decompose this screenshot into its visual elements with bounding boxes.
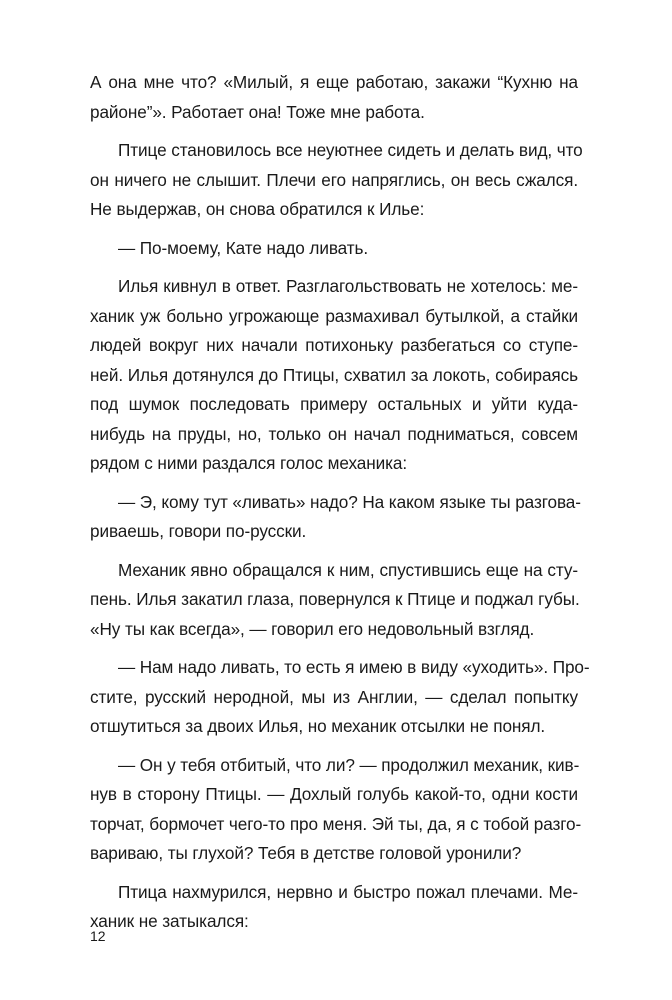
text-line: пень. Илья закатил глаза, повернулся к Птице и поджал губы. [90, 589, 580, 609]
text-line: нибудь на пруды, но, только он начал подниматься, совсем [90, 423, 578, 444]
text-line: ханик уж больно угрожающе размахивал бутылкой, а стайки [90, 305, 578, 326]
paragraph-3 [90, 234, 578, 264]
text-line: отшутиться за двоих Илья, но механик отсылки не понял. [90, 716, 546, 736]
paragraph-1 [90, 68, 578, 127]
page-text [90, 68, 590, 937]
paragraph-8 [90, 751, 582, 869]
paragraph-4 [90, 272, 578, 479]
text-line: под шумок последовать примеру остальных и уйти куда- [90, 394, 578, 414]
text-line: ханик не затыкался: [90, 911, 249, 931]
text-line: торчат, бормочет чего-то про меня. Эй ты, да, я с тобой разго- [90, 813, 582, 834]
paragraph-2 [90, 136, 583, 225]
text-line: ней. Илья дотянулся до Птицы, схватил за локоть, собираясь [90, 364, 578, 385]
text-line: риваешь, говори по-русски. [90, 521, 307, 541]
text-line: Птица нахмурился, нервно и быстро пожал плечами. Ме- [118, 881, 578, 902]
text-line: — Он у тебя отбитый, что ли? — продолжил механик, кив- [118, 754, 580, 775]
text-line: нув в сторону Птицы. — Дохлый голубь какой-то, одни кости [90, 784, 578, 804]
text-line: Птице становилось все неуютнее сидеть и делать вид, что [118, 140, 583, 160]
text-line: А она мне что? «Милый, я еще работаю, закажи “Кухню на [90, 72, 578, 92]
text-line: — Нам надо ливать, то есть я имею в виду «уходить». Про- [118, 657, 590, 677]
text-line: рядом с ними раздался голос механика: [90, 453, 408, 473]
paragraph-7 [90, 653, 590, 742]
text-line: — По-моему, Кате надо ливать. [118, 237, 369, 258]
page-number: 12 [90, 928, 106, 944]
text-line: стите, русский неродной, мы из Англии, — сделал попытку [90, 686, 578, 707]
paragraph-5 [90, 488, 581, 547]
text-line: Илья кивнул в ответ. Разглагольствовать не хотелось: ме- [118, 276, 578, 296]
text-line: районе”». Работает она! Тоже мне работа. [90, 101, 425, 122]
paragraph-6 [90, 556, 578, 645]
text-line: людей вокруг них начали потихоньку разбегаться со ступе- [90, 335, 578, 355]
text-line: Механик явно обращался к ним, спустившись еще на сту- [118, 559, 578, 580]
text-line: вариваю, ты глухой? Тебя в детстве головой уронили? [90, 843, 522, 863]
text-line: — Э, кому тут «ливать» надо? На каком языке ты разгова- [118, 491, 581, 512]
text-line: Не выдержав, он снова обратился к Илье: [90, 199, 425, 219]
paragraph-9 [90, 878, 578, 937]
text-line: «Ну ты как всегда», — говорил его недовольный взгляд. [90, 618, 535, 639]
text-line: он ничего не слышит. Плечи его напряглись, он весь сжался. [90, 169, 578, 190]
